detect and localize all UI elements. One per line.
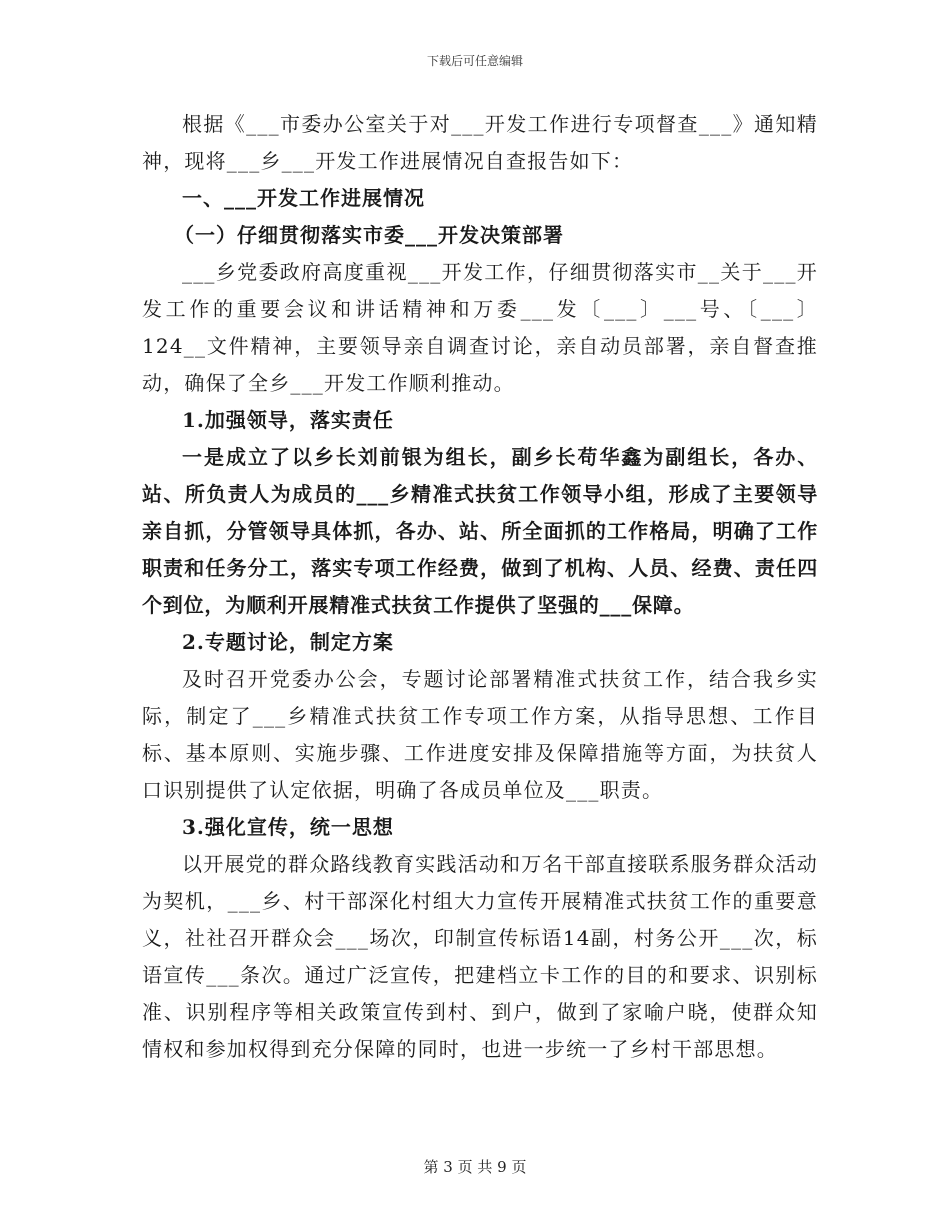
page-number: 第 3 页 共 9 页 (423, 1158, 527, 1176)
item-paragraph-2: 及时召开党委办公会，专题讨论部署精准式扶贫工作，结合我乡实际，制定了___乡精准式扶贫工作专项工作方案，从指导思想、工作目标、基本原则、实施步骤、工作进度安排及保障措施等方面，为扶贫人口识别提供了认定依据，明确了各成员单位及___职责。 (142, 667, 818, 802)
header-note: 下载后可任意编辑 (426, 54, 523, 68)
item-paragraph-1: 一是成立了以乡长刘前银为组长，副乡长苟华鑫为副组长，各办、站、所负责人为成员的___乡精准式扶贫工作领导小组，形成了主要领导亲自抓，分管领导具体抓，各办、站、所全面抓的工作格局，明确了工作职责和任务分工，落实专项工作经费，做到了机构、人员、经费、责任四个到位，为顺利开展精准式扶贫工作提供了坚强的___保障。 (142, 445, 818, 617)
item-heading-1: 1.加强领导，落实责任 (182, 408, 394, 432)
body-paragraph: ___乡党委政府高度重视___开发工作，仔细贯彻落实市__关于___开发工作的重要会议和讲话精神和万委___发〔___〕___号、〔___〕124__文件精神，主要领导亲自调查讨论，亲自动员部署，亲自督查推动，确保了全乡___开发工作顺利推动。 (142, 260, 818, 395)
item-heading-2: 2.专题讨论，制定方案 (182, 630, 394, 654)
document-body (142, 106, 818, 1068)
item-paragraph-3: 以开展党的群众路线教育实践活动和万名干部直接联系服务群众活动为契机，___乡、村干部深化村组大力宣传开展精准式扶贫工作的重要意义，社社召开群众会___场次，印制宣传标语14副，村务公开___次，标语宣传___条次。通过广泛宣传，把建档立卡工作的目的和要求、识别标准、识别程序等相关政策宣传到村、到户，做到了家喻户晓，使群众知情权和参加权得到充分保障的同时，也进一步统一了乡村干部思想。 (142, 852, 818, 1061)
subsection-heading: （一）仔细贯彻落实市委___开发决策部署 (174, 223, 564, 247)
intro-paragraph: 根据《___市委办公室关于对___开发工作进行专项督查___》通知精神，现将___乡___开发工作进展情况自查报告如下： (142, 112, 818, 173)
section-heading: 一、___开发工作进展情况 (182, 186, 425, 210)
item-heading-3: 3.强化宣传，统一思想 (182, 815, 394, 839)
